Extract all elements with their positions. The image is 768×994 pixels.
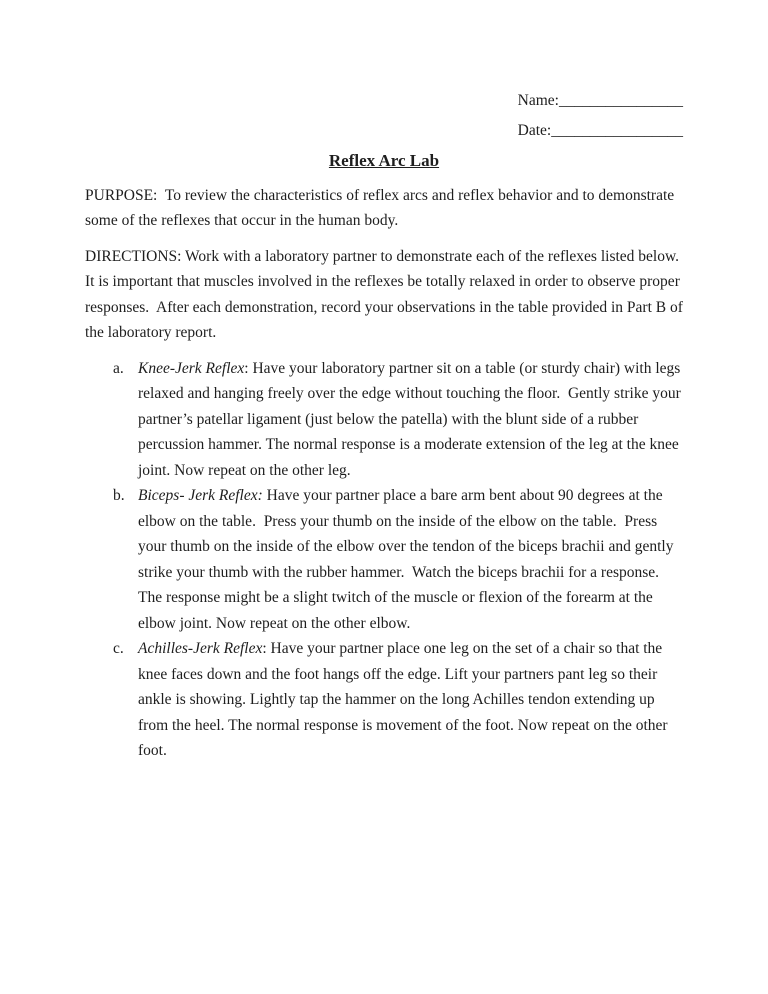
list-item-marker: b. bbox=[113, 487, 125, 504]
list-item-body: : Have your laboratory partner sit on a table (or sturdy chair) with legs relaxed and hanging freely over the edge without touching the floor. Gently strike your partner’s patellar ligament (just below the patella) with the blunt side of a rubber percussion hammer. The normal response is a moderate extension of the leg at the knee joint. Now repeat on the other leg. bbox=[138, 359, 685, 479]
date-field-label: Date: bbox=[517, 122, 552, 139]
purpose-paragraph: PURPOSE: To review the characteristics of reflex arcs and reflex behavior and to demonstrate some of the reflexes that occur in the human body. bbox=[85, 186, 679, 229]
list-item-body: Have your partner place a bare arm bent about 90 degrees at the elbow on the table. Press your thumb on the inside of the elbow on the table. Press your thumb on the inside of the elbow over the tendon of the biceps brachii and gently strike your thumb with the rubber hammer. Watch the biceps brachii for a response. The response might be a slight twitch of the muscle or flexion of the forearm at the elbow joint. Now repeat on the other elbow. bbox=[138, 487, 678, 632]
list-item-text bbox=[138, 483, 683, 636]
list-item-knee-jerk-reflex bbox=[85, 356, 683, 484]
list-item-text bbox=[138, 636, 683, 764]
reflex-list bbox=[85, 356, 683, 764]
list-item-lead-italic: Achilles-Jerk Reflex bbox=[138, 640, 263, 657]
name-field-label: Name: bbox=[517, 92, 559, 109]
list-item-body: : Have your partner place one leg on the set of a chair so that the knee faces down and the foot hangs off the edge. Lift your partners pant leg so their ankle is showing. Lightly tap the hammer on the long Achilles tendon extending up from the heel. The normal response is movement of the foot. Now repeat on the other foot. bbox=[138, 640, 672, 759]
name-field-line bbox=[85, 88, 683, 114]
list-item-lead-italic: Biceps- Jerk Reflex: bbox=[138, 487, 263, 504]
list-item-lead-italic: Knee-Jerk Reflex bbox=[138, 359, 245, 377]
list-item-marker: c. bbox=[113, 640, 124, 657]
directions-paragraph: DIRECTIONS: Work with a laboratory partner to demonstrate each of the reflexes listed below. It is important that muscles involved in the reflexes be totally relaxed in order to observe proper responses. After each demonstration, record your observations in the table provided in Part B of the laboratory report. bbox=[85, 247, 687, 341]
page-title: Reflex Arc Lab bbox=[328, 151, 440, 170]
list-item-achilles-jerk-reflex bbox=[85, 636, 683, 764]
list-item-biceps-jerk-reflex bbox=[85, 483, 683, 636]
list-item-text bbox=[138, 356, 683, 484]
name-blank-line: ________________ bbox=[559, 92, 683, 109]
list-item-marker: a. bbox=[113, 359, 124, 377]
date-field-line bbox=[85, 118, 683, 144]
date-blank-line: _________________ bbox=[551, 122, 683, 139]
